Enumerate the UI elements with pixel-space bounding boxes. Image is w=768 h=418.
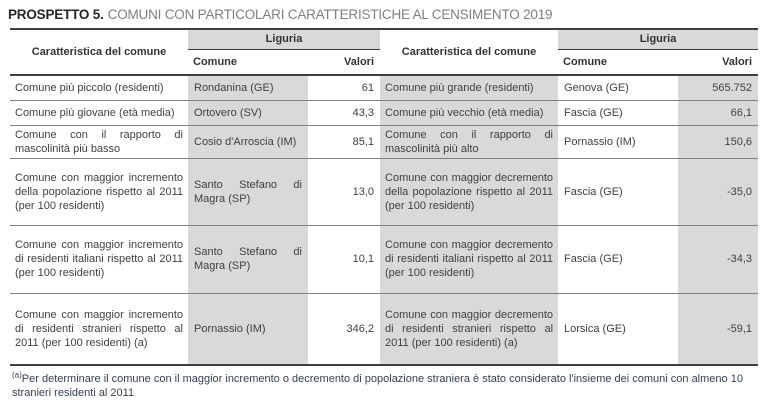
cell-value: -34,3	[678, 225, 758, 293]
cell-comune: Ortovero (SV)	[188, 100, 308, 125]
footnote	[12, 372, 758, 400]
footnote-marker: (a)	[12, 370, 22, 380]
cell-comune: Cosio d'Arroscia (IM)	[188, 125, 308, 158]
cell-characteristic: Comune più piccolo (residenti)	[15, 81, 164, 94]
cell-comune: Rondanina (GE)	[188, 75, 308, 100]
header-region-right: Liguria	[558, 29, 758, 49]
cell-value: 43,3	[308, 100, 380, 125]
cell-characteristic: Comune più vecchio (età media)	[380, 100, 558, 125]
table-row	[10, 75, 758, 100]
cell-value: 66,1	[678, 100, 758, 125]
cell-characteristic: Comune con il rapporto di mascolinità più alto	[380, 125, 558, 158]
cell-characteristic: Comune con maggior incremento di residenti italiani rispetto al 2011 (per 100 residenti)	[10, 225, 188, 293]
page-title	[8, 7, 768, 22]
cell-characteristic: Comune con maggior decremento della popolazione rispetto al 2011 (per 100 residenti)	[380, 158, 558, 225]
cell-comune: Lorsica (GE)	[558, 293, 678, 365]
cell-value: -35,0	[678, 158, 758, 225]
cell-value: 85,1	[308, 125, 380, 158]
cell-comune: Genova (GE)	[564, 81, 629, 94]
cell-characteristic: Comune con maggior decremento di residenti italiani rispetto al 2011 (per 100 residenti)	[380, 225, 558, 293]
header-comune-left: Comune	[188, 49, 308, 75]
header-row-region	[10, 29, 758, 49]
cell-comune: Fascia (GE)	[558, 100, 678, 125]
cell-characteristic: Comune più giovane (età media)	[10, 100, 188, 125]
header-characteristic-right: Caratteristica del comune	[380, 29, 558, 75]
header-characteristic-left: Caratteristica del comune	[10, 29, 188, 75]
header-valori-right: Valori	[678, 49, 758, 75]
footnote-text: Per determinare il comune con il maggior incremento o decremento di popolazione straniera è stato considerato l'insieme dei comuni con almeno 10 stranieri residenti al 2011	[12, 373, 743, 399]
table-row	[10, 293, 758, 365]
table-row	[10, 158, 758, 225]
cell-comune: Pornassio (IM)	[188, 293, 308, 365]
cell-value: 13,0	[308, 158, 380, 225]
cell-comune: Fascia (GE)	[558, 225, 678, 293]
cell-characteristic: Comune con maggior incremento di residenti stranieri rispetto al 2011 (per 100 residenti) (a)	[10, 293, 188, 365]
header-region-left: Liguria	[188, 29, 380, 49]
census-characteristics-table	[10, 28, 758, 366]
cell-value: 150,6	[678, 125, 758, 158]
cell-comune: Santo Stefano di Magra (SP)	[188, 225, 308, 293]
cell-value: 565.752	[678, 75, 758, 100]
cell-comune: Fascia (GE)	[558, 158, 678, 225]
cell-comune: Pornassio (IM)	[558, 125, 678, 158]
header-comune-right: Comune	[558, 49, 678, 75]
cell-value: 346,2	[308, 293, 380, 365]
title-rest: COMUNI CON PARTICOLARI CARATTERISTICHE AL CENSIMENTO 2019	[107, 7, 553, 22]
cell-characteristic: Comune con maggior decremento di residenti stranieri rispetto al 2011 (per 100 residenti) (a)	[380, 293, 558, 365]
cell-characteristic: Comune con maggior incremento della popolazione rispetto al 2011 (per 100 residenti)	[10, 158, 188, 225]
cell-comune: Santo Stefano di Magra (SP)	[188, 158, 308, 225]
table-row	[10, 225, 758, 293]
cell-characteristic: Comune più grande (residenti)	[380, 75, 558, 100]
title-prefix: PROSPETTO 5.	[8, 7, 104, 22]
cell-value: 61	[361, 81, 375, 94]
table-row	[10, 100, 758, 125]
cell-characteristic: Comune con il rapporto di mascolinità più basso	[10, 125, 188, 158]
table-row	[10, 125, 758, 158]
header-valori-left: Valori	[308, 49, 380, 75]
cell-value: 10,1	[308, 225, 380, 293]
cell-value: -59,1	[678, 293, 758, 365]
